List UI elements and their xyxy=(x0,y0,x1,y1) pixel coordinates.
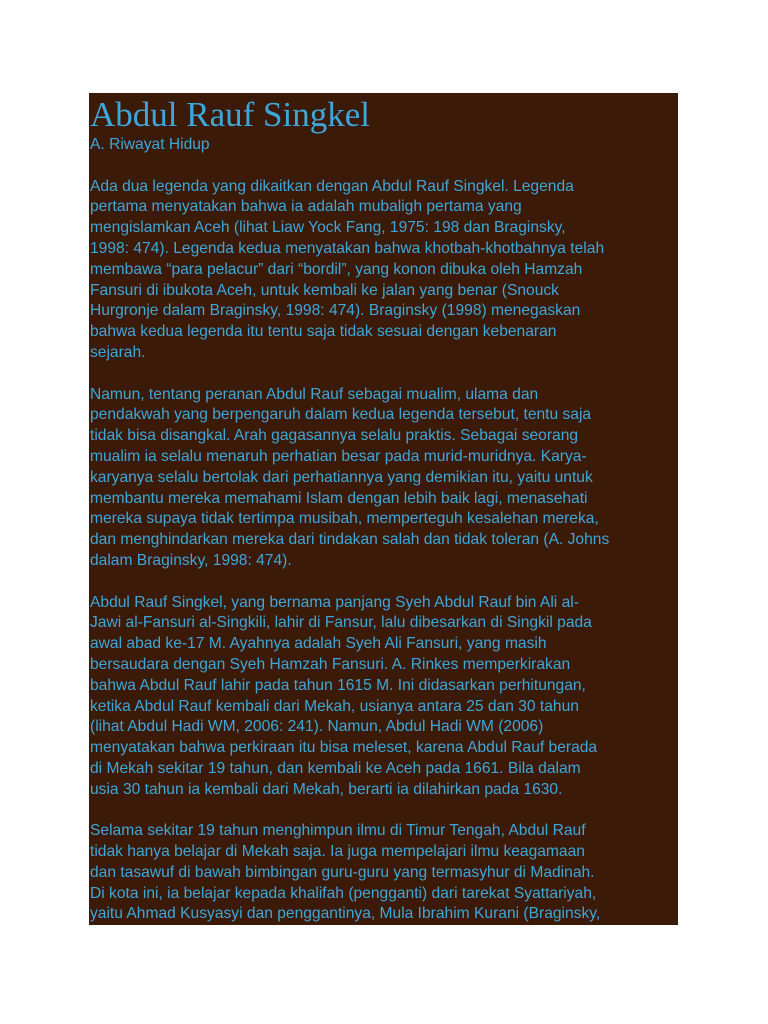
text-line: bahwa kedua legenda itu tentu saja tidak sesuai dengan kebenaran xyxy=(90,323,557,341)
text-line: Fansuri di ibukota Aceh, untuk kembali ke jalan yang benar (Snouck xyxy=(90,281,559,299)
text-line: karyanya selalu bertolak dari perhatiannya yang demikian itu, yaitu untuk xyxy=(90,468,593,486)
text-line: usia 30 tahun ia kembali dari Mekah, berarti ia dilahirkan pada 1630. xyxy=(90,780,563,798)
paragraph xyxy=(90,385,678,572)
paragraph xyxy=(90,593,678,801)
section-heading: A. Riwayat Hidup xyxy=(90,136,210,153)
document-title: Abdul Rauf Singkel xyxy=(90,95,370,134)
text-line: yaitu Ahmad Kusyasyi dan penggantinya, Mula Ibrahim Kurani (Braginsky, xyxy=(90,905,601,923)
text-line: tidak bisa disangkal. Arah gagasannya selalu praktis. Sebagai seorang xyxy=(90,427,579,445)
text-line: bahwa Abdul Rauf lahir pada tahun 1615 M. Ini didasarkan perhitungan, xyxy=(90,676,586,694)
paragraph xyxy=(90,177,678,364)
text-line: mereka supaya tidak tertimpa musibah, memperteguh kesalehan mereka, xyxy=(90,510,599,528)
text-line: tidak hanya belajar di Mekah saja. Ia juga mempelajari ilmu keagamaan xyxy=(90,843,585,861)
text-line: mualim ia selalu menaruh perhatian besar pada murid-muridnya. Karya- xyxy=(90,447,587,465)
text-line: 1998: 474). Legenda kedua menyatakan bahwa khotbah-khotbahnya telah xyxy=(90,239,605,257)
text-line: dalam Braginsky, 1998: 474). xyxy=(90,551,292,569)
text-line: Di kota ini, ia belajar kepada khalifah (pengganti) dari tarekat Syattariyah, xyxy=(90,884,597,902)
text-line: pendakwah yang berpengaruh dalam kedua legenda tersebut, tentu saja xyxy=(90,406,592,424)
text-line: Namun, tentang peranan Abdul Rauf sebagai mualim, ulama dan xyxy=(90,385,539,403)
text-line: Ada dua legenda yang dikaitkan dengan Abdul Rauf Singkel. Legenda xyxy=(90,177,574,195)
text-line: bersaudara dengan Syeh Hamzah Fansuri. A. Rinkes memperkirakan xyxy=(90,655,571,673)
text-line: membantu mereka memahami Islam dengan lebih baik lagi, menasehati xyxy=(90,489,588,507)
text-line: (lihat Abdul Hadi WM, 2006: 241). Namun, Abdul Hadi WM (2006) xyxy=(90,718,544,736)
text-line: awal abad ke-17 M. Ayahnya adalah Syeh Ali Fansuri, yang masih xyxy=(90,635,547,653)
text-line: ketika Abdul Rauf kembali dari Mekah, usianya antara 25 dan 30 tahun xyxy=(90,697,579,715)
text-line: dan tasawuf di bawah bimbingan guru-guru yang termasyhur di Madinah. xyxy=(90,863,595,881)
text-line: menyatakan bahwa perkiraan itu bisa meleset, karena Abdul Rauf berada xyxy=(90,739,598,757)
document-page xyxy=(89,93,678,925)
text-line: Abdul Rauf Singkel, yang bernama panjang Syeh Abdul Rauf bin Ali al- xyxy=(90,593,579,611)
text-line: membawa “para pelacur” dari “bordil”, yang konon dibuka oleh Hamzah xyxy=(90,260,583,278)
document-body xyxy=(90,177,678,925)
text-line: Selama sekitar 19 tahun menghimpun ilmu di Timur Tengah, Abdul Rauf xyxy=(90,822,586,840)
text-line: mengislamkan Aceh (lihat Liaw Yock Fang, 1975: 198 dan Braginsky, xyxy=(90,219,566,237)
text-line: Jawi al-Fansuri al-Singkili, lahir di Fansur, lalu dibesarkan di Singkil pada xyxy=(90,614,592,632)
text-line: sejarah. xyxy=(90,343,146,361)
paragraph xyxy=(90,821,678,925)
text-line: dan menghindarkan mereka dari tindakan salah dan tidak toleran (A. Johns xyxy=(90,531,610,549)
text-line: di Mekah sekitar 19 tahun, dan kembali ke Aceh pada 1661. Bila dalam xyxy=(90,759,581,777)
text-line: Hurgronje dalam Braginsky, 1998: 474). Braginsky (1998) menegaskan xyxy=(90,302,581,320)
text-line: pertama menyatakan bahwa ia adalah mubaligh pertama yang xyxy=(90,198,522,216)
